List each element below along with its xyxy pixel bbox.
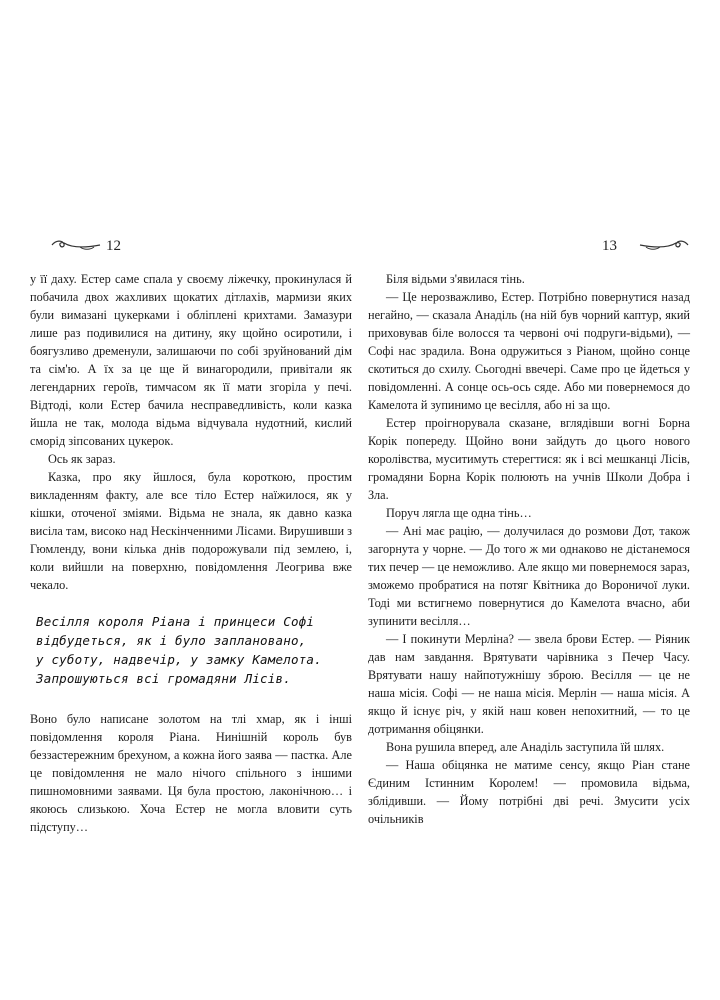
paragraph: у її даху. Естер саме спала у своєму ліжечку, прокинулася й побачила двох жахливих щокатих дітлахів, мармизи яких були вимазані цукерками і обліплені крихтами. Замазури лише раз подивилися на дитину, яку щойно осиротили, і боягузливо дременули, залишаючи по собі зруйнований дім та сім'ю. А їх за це ще й винагородили, привітали як легендарних героїв, тимчасом як її мати згоріла у печі. Відтоді, коли Естер бачила несправедливість, коли казка йшла не так, молода відьма відчувала нудотний, кислий сморід зіпсованих цукерок. <box>30 272 352 448</box>
paragraph: — Це нерозважливо, Естер. Потрібно повернутися назад негайно, — сказала Анаділь (на ній був чорний каптур, який приховував біле волосся та червоні очі подруги-відьми), — Софі нас зрадила. Вона одружиться з Ріаном, щойно сонце скотиться до схилу. Сьогодні ввечері. Саме про це йдеться у повідомленні. А сонце ось-ось сяде. Або ми повернемося до Камелота й зупинимо це весілля, або ні за що. <box>368 290 690 412</box>
left-page <box>30 236 352 836</box>
paragraph: Воно було написане золотом на тлі хмар, як і інші повідомлення короля Ріана. Нинішній король був беззастережним брехуном, а кожна його заява — пастка. Але це повідомлення не мало нічого спільного з іншими пишномовними заявами. Ця була простою, лаконічною… і якоюсь слизькою. Хоча Естер не могла вловити суть підступу… <box>30 712 352 834</box>
invitation-message <box>36 612 352 688</box>
right-page-header <box>368 236 690 270</box>
paragraph: — Наша обіцянка не матиме сенсу, якщо Ріан стане Єдиним Істинним Королем! — промовила відьма, зблідивши. — Йому потрібні дві речі. Змусити усіх очільників <box>368 758 690 826</box>
paragraph: Поруч лягла ще одна тінь… <box>386 506 532 520</box>
paragraph: — І покинути Мерліна? — звела брови Естер. — Ріяник дав нам завдання. Врятувати чарівника з Печер Часу. Врятувати нашу найпотужнішу зброю. Весілля — це не наша місія. Софі — не наша місія. Мерлін — наша місія. А якщо й існує річ, у якій наш ковен непохитний, — то це дотримання обіцянки. <box>368 632 690 736</box>
paragraph: Казка, про яку йшлося, була короткою, простим викладенням факту, але все тіло Естер наїжилося, як у кішки, оточеної зміями. Відьма не знала, як давно казка висіла там, високо над Нескінченними Лісами. Вирушивши з Гюмленду, вони кілька днів подорожували під землею, і, коли вийшли на поверхню, повідомлення Леогрива вже чекало. <box>30 470 352 592</box>
right-page <box>368 236 690 828</box>
right-page-text <box>368 270 690 828</box>
paragraph: Біля відьми з'явилася тінь. <box>386 272 525 286</box>
page-number-right: 13 <box>602 238 617 254</box>
invitation-line: у суботу, надвечір, у замку Камелота. <box>36 652 322 667</box>
invitation-line: Запрошуються всі громадяни Лісів. <box>36 671 291 686</box>
left-page-header <box>30 236 352 270</box>
page-number-left: 12 <box>106 238 121 254</box>
paragraph: Ось як зараз. <box>48 452 116 466</box>
paragraph: Естер проігнорувала сказане, вглядівши вогні Борна Корік попереду. Щойно вони зайдуть до цього нового королівства, муситимуть стерегтися: як і всі мешканці Лісів, громадяни Борна Корік полюють на учнів Школи Добра і Зла. <box>368 416 690 502</box>
left-page-text-bottom <box>30 710 352 836</box>
ornament-flourish-icon <box>50 238 102 252</box>
paragraph: Вона рушила вперед, але Анаділь заступила їй шлях. <box>386 740 665 754</box>
invitation-line: відбудеться, як і було заплановано, <box>36 633 307 648</box>
invitation-line: Весілля короля Ріана і принцеси Софі <box>36 614 315 629</box>
paragraph: — Ані має рацію, — долучилася до розмови Дот, також загорнута у чорне. — До того ж ми однаково не дістанемося тих печер — це неможливо. Але якщо ми повернемося зараз, зможемо пробратися на потяг Квітника до Вороничої луки. Тоді ми встигнемо повернутися до Камелота вчасно, аби зупинити весілля… <box>368 524 690 628</box>
ornament-flourish-icon <box>638 238 690 252</box>
left-page-text <box>30 270 352 594</box>
